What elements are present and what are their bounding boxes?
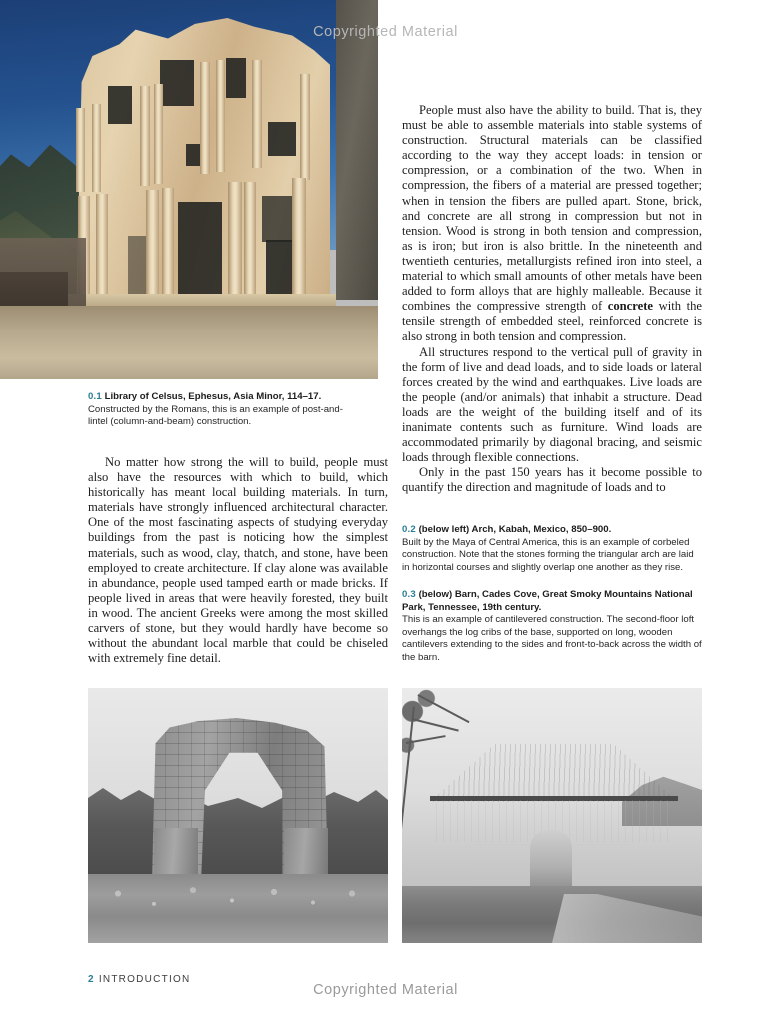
right-text-column	[402, 103, 702, 495]
column	[96, 194, 108, 298]
page-footer	[88, 974, 190, 985]
watermark-top: Copyrighted Material	[313, 24, 458, 40]
left-text-column	[88, 455, 388, 666]
figure-caption-title: Library of Celsus, Ephesus, Asia Minor, 114–17.	[104, 391, 322, 402]
figure-caption-title: (below left) Arch, Kabah, Mexico, 850–900.	[418, 524, 612, 535]
body-paragraph: People must also have the ability to build. That is, they must be able to assemble materials into stable systems of construction. Structural materials can be classified according to the way they accept loads: in tension or compression, or a combination of the two. When in compression, the fibers of a material are pressed together; when in tension the fibers are pulled apart. Stone, brick, and concrete are all strong in compression but not in tension. Wood is strong in both tension and compression, as is iron; but iron is also brittle. In the nineteenth and twentieth centuries, metallurgists refined iron into steel, a material to which small amounts of other metals have been added to form alloys that are highly malleable. Because it combines the compressive strength of concrete with the tensile strength of embedded steel, reinforced concrete is also strong in both tension and compression.	[402, 103, 702, 344]
figure-caption-title: (below) Barn, Cades Cove, Great Smoky Mountains National Park, Tennessee, 19th century.	[402, 589, 693, 613]
body-paragraph: All structures respond to the vertical pull of gravity in the form of live and dead loads, and to side loads or lateral forces created by the wind and earthquakes. Live loads are the people (and/or animals) that inhabit a structure. Dead loads are the weight of the building itself and of its inanimate contents such as furniture. Wind loads are accommodated primarily by diagonal bracing, and seismic loads through flexible connections.	[402, 344, 702, 465]
facade-doorway	[178, 202, 222, 294]
rubble-foreground	[88, 880, 388, 914]
column	[228, 182, 242, 296]
figure-image-library-of-celsus	[0, 0, 378, 379]
figure-image-kabah-arch	[88, 688, 388, 943]
column	[76, 108, 85, 192]
adjacent-masonry-block	[336, 0, 378, 300]
column	[216, 60, 225, 172]
figure-caption-0-2	[402, 524, 702, 574]
facade-opening	[226, 58, 246, 98]
column	[300, 74, 310, 180]
glossary-term: concrete	[607, 299, 653, 314]
forecourt-ground	[0, 306, 378, 379]
column	[252, 60, 262, 168]
figure-caption-body: Built by the Maya of Central America, this is an example of corbeled construction. Note that the stones forming the triangular arch are laid in horizontal courses and slightly overlap one another as they rise.	[402, 536, 694, 573]
section-name: INTRODUCTION	[98, 974, 191, 985]
column	[92, 104, 101, 192]
figure-caption-0-1	[88, 391, 358, 429]
facade-opening	[268, 122, 296, 156]
column	[292, 178, 306, 296]
figure-caption-body: This is an example of cantilevered construction. The second-floor loft overhangs the log cribs of the base, supported on long, wooden cantilevers extending to the sides and front-to-back across the width of the barn.	[402, 614, 702, 663]
figure-number: 0.3	[402, 589, 416, 600]
column	[140, 86, 150, 186]
barn-log-crib-left	[468, 838, 530, 890]
watermark-bottom: Copyrighted Material	[313, 982, 458, 998]
page-number: 2	[88, 974, 95, 985]
bare-tree	[402, 688, 460, 818]
arch-pier-left	[154, 828, 198, 880]
figure-caption-0-3	[402, 589, 702, 665]
facade-opening	[108, 86, 132, 124]
figure-caption-body: Constructed by the Romans, this is an example of post-and-lintel (column-and-beam) construction.	[88, 403, 343, 428]
figure-image-cades-cove-barn	[402, 688, 702, 943]
column	[154, 84, 163, 184]
figure-number: 0.2	[402, 524, 416, 535]
column	[200, 62, 210, 174]
barn-log-crib-right	[572, 838, 634, 890]
arch-pier-right	[284, 828, 328, 880]
column	[162, 188, 174, 298]
column	[146, 190, 159, 298]
facade-opening	[160, 60, 194, 106]
body-paragraph: Only in the past 150 years has it become possible to quantify the direction and magnitude of loads and to	[402, 465, 702, 495]
facade-opening	[128, 236, 146, 294]
barn-central-passage	[530, 830, 572, 892]
column	[244, 182, 256, 296]
body-paragraph: No matter how strong the will to build, people must also have the resources with which to build, which historically has meant local building materials. In turn, materials have strongly influenced architectural character. One of the most fascinating aspects of studying everyday buildings from the past is noticing how the simplest materials, such as wood, clay, thatch, and stone, have been employed to create architecture. If clay alone was available in abundance, people used tamped earth or made bricks. If people lived in areas that were heavily forested, they built in wood. The ancient Greeks were among the most skilled carvers of stone, but they would hardly have become so without the abundant local marble that could be chiseled with extremely fine detail.	[88, 455, 388, 666]
figure-number: 0.1	[88, 391, 102, 402]
